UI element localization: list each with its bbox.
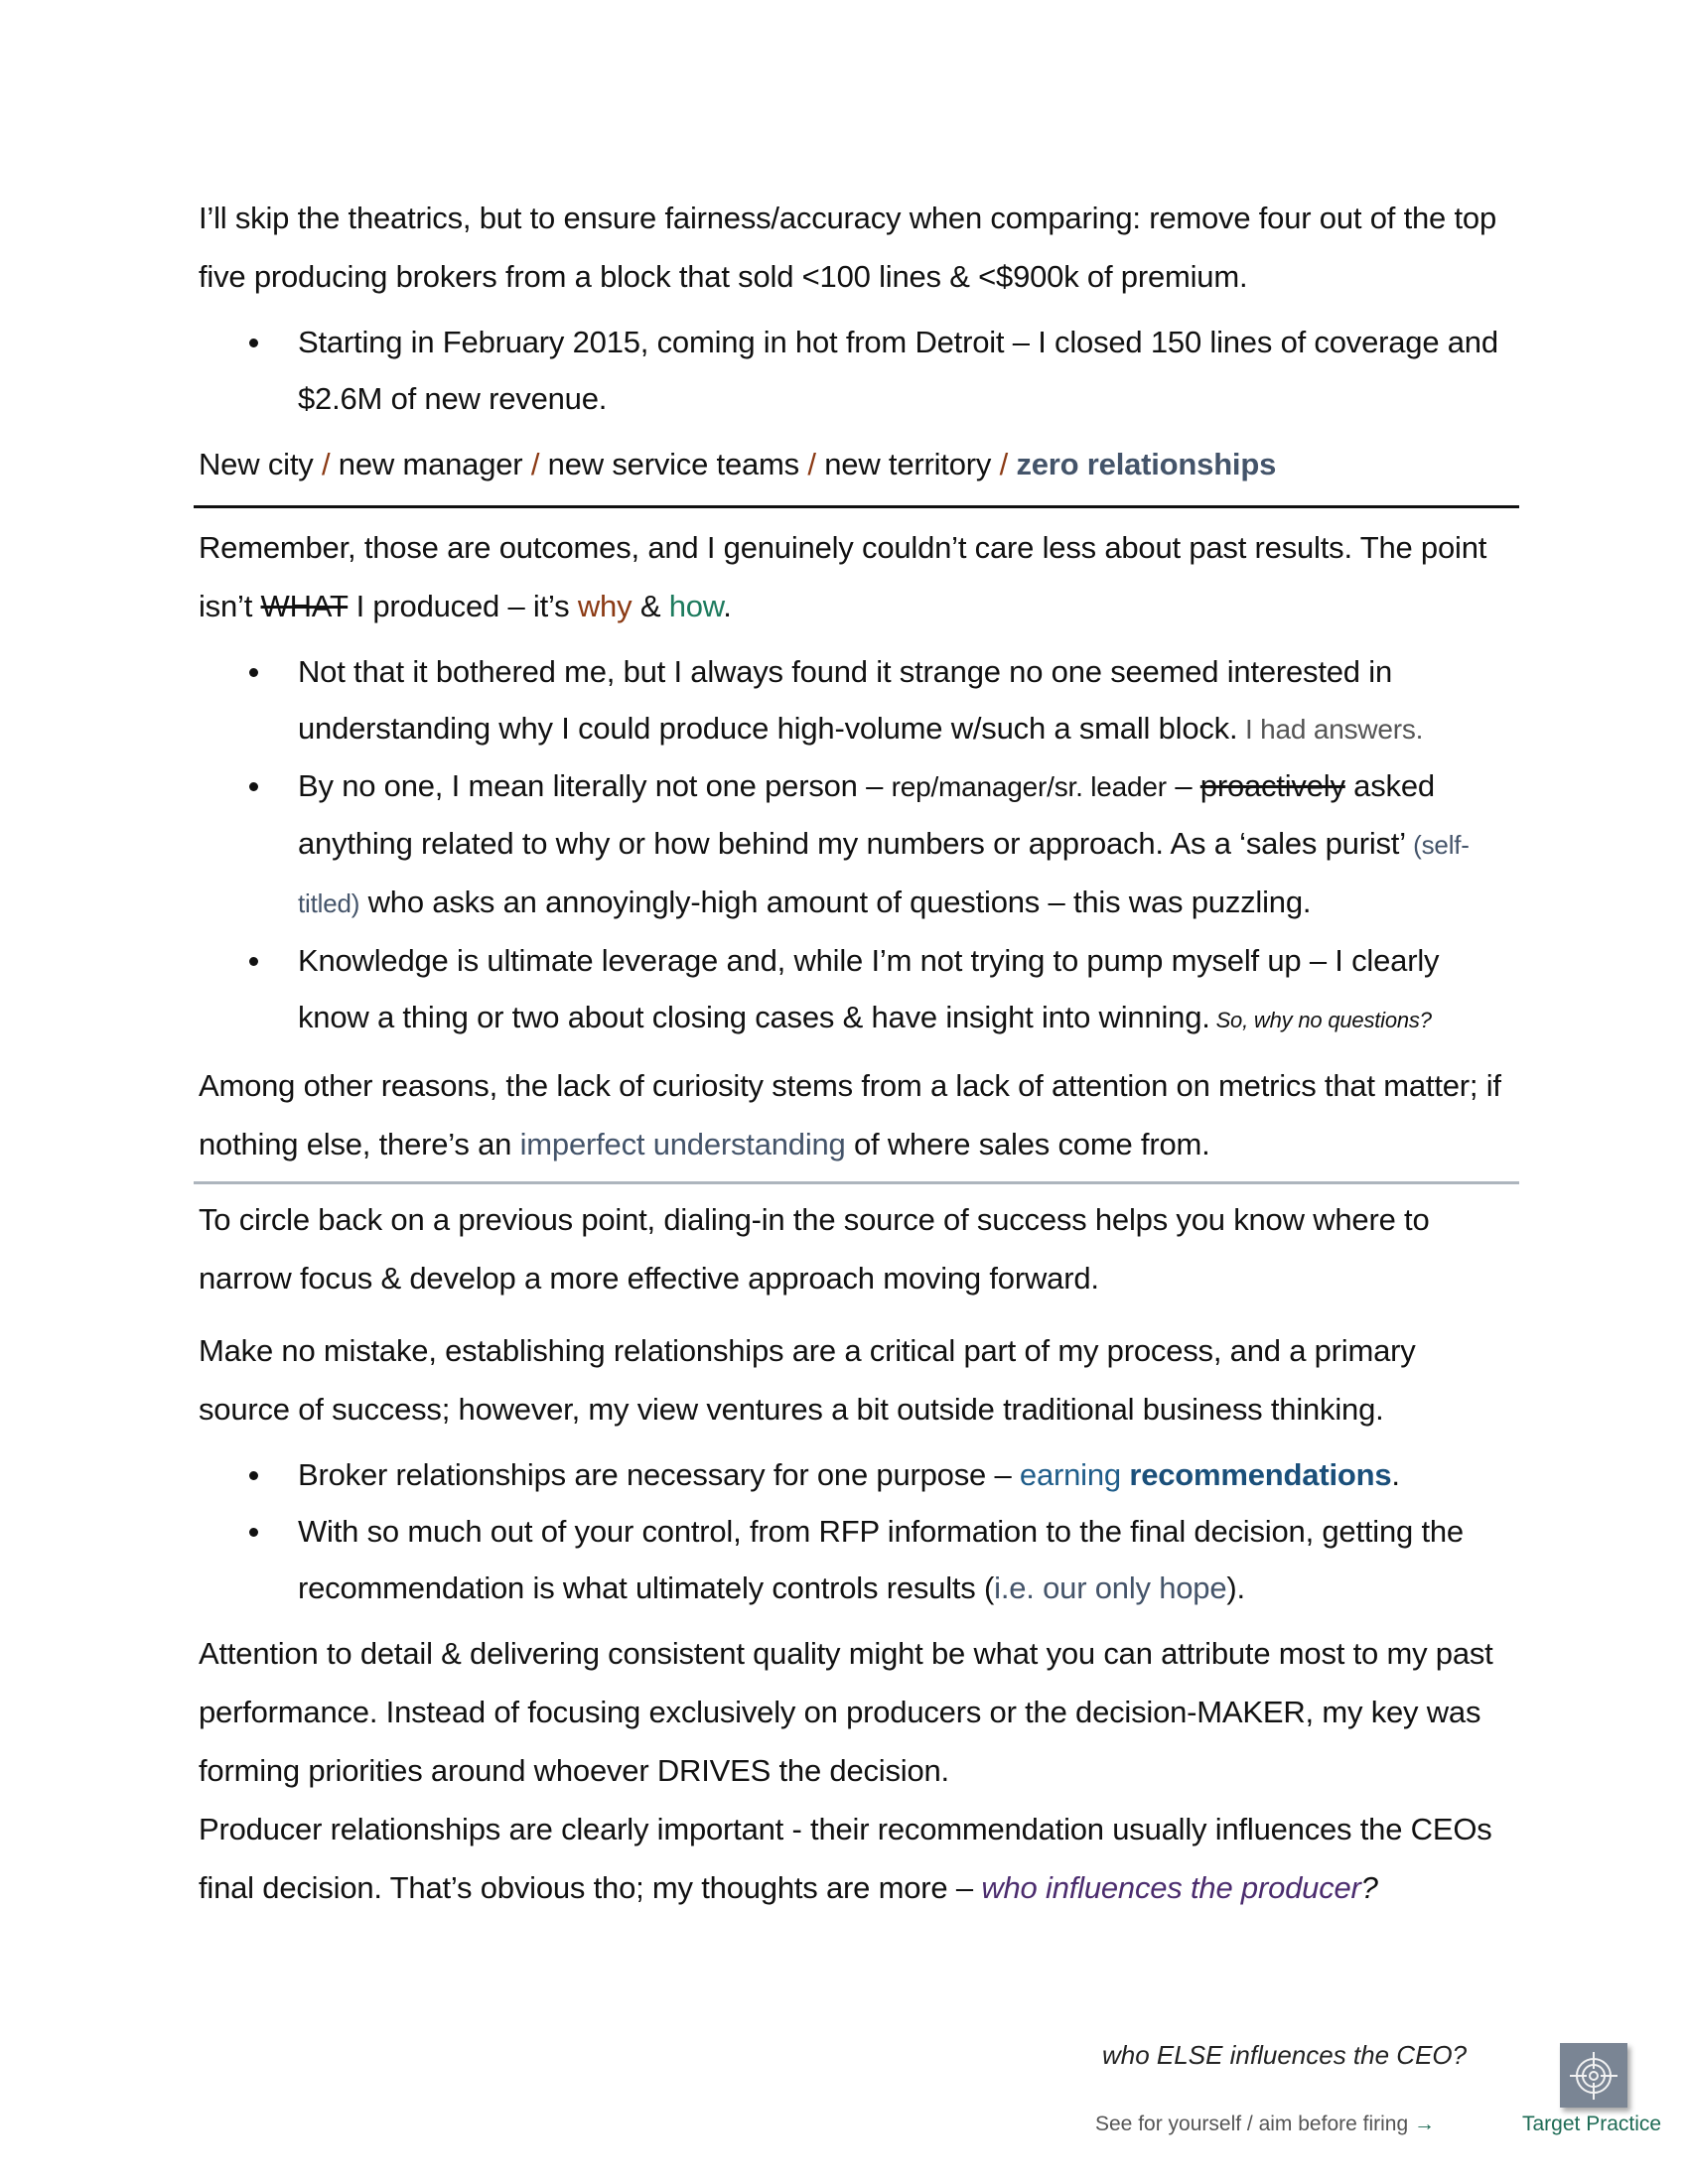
curiosity-list [199, 643, 1514, 1048]
crosshair-icon [1567, 2049, 1620, 2103]
recommendation-list [199, 1446, 1514, 1616]
arrow-right-icon: → [1413, 2113, 1435, 2135]
focus-paragraph: To circle back on a previous point, dialing-in the source of success helps you know where to narrow focus & develop a more effective approach moving forward. [199, 1202, 1430, 1296]
producer-paragraph: Producer relationships are clearly important - their recommendation usually influences the CEOs final decision. That’s obvious tho; my thoughts are more – who influences the producer? [199, 1812, 1492, 1905]
outcomes-paragraph: Remember, those are outcomes, and I genuinely couldn’t care less about past results. The point isn’t WHAT I produced – it’s why & how. [199, 530, 1487, 623]
list-item: Broker relationships are necessary for one purpose – earning recommendations. [199, 1446, 1514, 1503]
section-divider-light [194, 1181, 1519, 1184]
intro-paragraph: I’ll skip the theatrics, but to ensure fairness/accuracy when comparing: remove four out of the top five producing brokers from a block that sold <100 lines & <$900k of premium. [199, 201, 1496, 294]
list-item: Starting in February 2015, coming in hot from Detroit – I closed 150 lines of coverage and $2.6M of new revenue. [199, 314, 1514, 427]
document-body [199, 189, 1514, 1917]
list-item: With so much out of your control, from RFP information to the final decision, getting the recommendation is what ultimately controls results (i.e. our only hope). [199, 1503, 1514, 1616]
target-practice-label[interactable]: Target Practice [1522, 2113, 1662, 2135]
results-list [199, 314, 1514, 427]
section-divider [194, 505, 1519, 508]
attention-paragraph: Attention to detail & delivering consistent quality might be what you can attribute most to my past performance. Instead of focusing exclusively on producers or the decision-MAKER, my key was forming priorities around whoever DRIVES the decision. [199, 1636, 1493, 1788]
list-item: Knowledge is ultimate leverage and, while I’m not trying to pump myself up – I clearly know a thing or two about closing cases & have insight into winning. So, why no questions? [199, 932, 1514, 1048]
footer-question: who ELSE influences the CEO? [1102, 2040, 1468, 2070]
curiosity-paragraph: Among other reasons, the lack of curiosity stems from a lack of attention on metrics that matter; if nothing else, there’s an imperfect understanding of where sales come from. [199, 1068, 1501, 1161]
see-for-yourself-link[interactable]: See for yourself / aim before firing → [1095, 2113, 1435, 2135]
relationships-paragraph: Make no mistake, establishing relationships are a critical part of my process, and a primary source of success; however, my view ventures a bit outside traditional business thinking. [199, 1333, 1416, 1427]
list-item: Not that it bothered me, but I always found it strange no one seemed interested in understanding why I could produce high-volume w/such a small block. I had answers. [199, 643, 1514, 757]
zero-relationships-highlight: zero relationships [1016, 447, 1277, 481]
context-line: New city / new manager / new service teams / new territory / zero relationships [199, 447, 1277, 481]
target-crosshair-icon[interactable] [1560, 2043, 1627, 2108]
list-item: By no one, I mean literally not one person – rep/manager/sr. leader – proactively asked anything related to why or how behind my numbers or approach. As a ‘sales purist’ (self-titled) who asks an annoyingly-high amount of questions – this was puzzling. [199, 757, 1514, 932]
